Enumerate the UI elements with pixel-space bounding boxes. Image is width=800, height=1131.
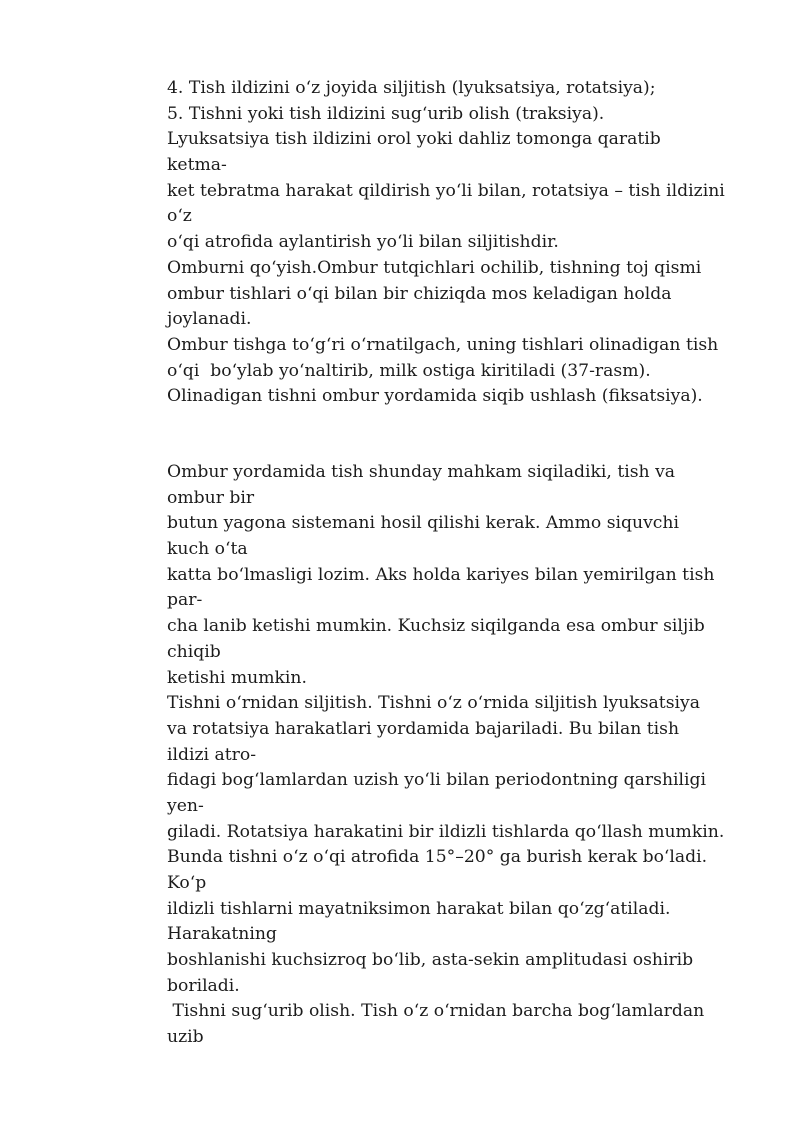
- text-line: ildizli tishlarni mayatniksimon harakat bilan qo‘zg‘atiladi.: [167, 898, 671, 919]
- text-line: boriladi.: [167, 975, 240, 996]
- text-line: Omburni qo‘yish.Ombur tutqichlari ochilib, tishning toj qismi: [167, 257, 702, 278]
- text-line: butun yagona sistemani hosil qilishi kerak. Ammo siquvchi: [167, 513, 679, 534]
- text-line: Olinadigan tishni ombur yordamida siqib ushlash (fiksatsiya).: [167, 386, 703, 407]
- text-line: Ko‘p: [167, 873, 207, 893]
- text-line: Ombur tishga to‘g‘ri o‘rnatilgach, uning tishlari olinadigan tish: [167, 334, 719, 355]
- text-line: Tishni sug‘urib olish. Tish o‘z o‘rnidan barcha bog‘lamlardan: [167, 1001, 705, 1022]
- text-line: ombur bir: [167, 487, 255, 508]
- text-line: katta bo‘lmasligi lozim. Aks holda kariyes bilan yemirilgan tish: [167, 564, 715, 585]
- text-line: o‘qi bo‘ylab yo‘naltirib, milk ostiga kiritiladi (37-rasm).: [167, 360, 651, 381]
- text-line: va rotatsiya harakatlari yordamida bajariladi. Bu bilan tish: [167, 718, 680, 739]
- text-line: Ombur yordamida tish shunday mahkam siqiladiki, tish va: [167, 462, 676, 482]
- text-line: chiqib: [167, 641, 221, 662]
- text-line: joylanadi.: [167, 309, 252, 330]
- text-line: fidagi bog‘lamlardan uzish yo‘li bilan periodontning qarshiligi: [167, 770, 707, 791]
- text-line: par-: [167, 590, 203, 611]
- text-line: uzib: [167, 1027, 204, 1048]
- text-line: kuch o‘ta: [167, 539, 248, 560]
- text-line: 5. Tishni yoki tish ildizini sug‘urib olish (traksiya).: [167, 103, 605, 124]
- text-block-upper: [167, 76, 767, 410]
- text-line: cha lanib ketishi mumkin. Kuchsiz siqilganda esa ombur siljib: [167, 616, 705, 637]
- text-line: Tishni o‘rnidan siljitish. Tishni o‘z o‘rnida siljitish lyuksatsiya: [167, 693, 700, 714]
- text-line: giladi. Rotatsiya harakatini bir ildizli tishlarda qo‘llash mumkin.: [167, 821, 725, 842]
- text-line: o‘z: [167, 206, 192, 227]
- text-block-lower: [167, 460, 767, 1051]
- text-line: o‘qi atrofida aylantirish yo‘li bilan siljitishdir.: [167, 232, 559, 253]
- text-line: Bunda tishni o‘z o‘qi atrofida 15°–20° ga burish kerak bo‘ladi.: [167, 847, 708, 868]
- text-line: boshlanishi kuchsizroq bo‘lib, asta-sekin amplitudasi oshirib: [167, 950, 694, 971]
- text-line: ombur tishlari o‘qi bilan bir chiziqda mos keladigan holda: [167, 283, 672, 304]
- text-line: Lyuksatsiya tish ildizini orol yoki dahliz tomonga qaratib: [167, 129, 661, 150]
- text-line: ket tebratma harakat qildirish yo‘li bilan, rotatsiya – tish ildizini: [167, 180, 725, 201]
- text-line: ketma-: [167, 155, 227, 176]
- text-line: ildizi atro-: [167, 744, 257, 765]
- text-line: Harakatning: [167, 924, 277, 945]
- text-line: 4. Tish ildizini o‘z joyida siljitish (lyuksatsiya, rotatsiya);: [167, 78, 656, 98]
- text-line: ketishi mumkin.: [167, 667, 307, 688]
- text-line: yen-: [167, 795, 204, 816]
